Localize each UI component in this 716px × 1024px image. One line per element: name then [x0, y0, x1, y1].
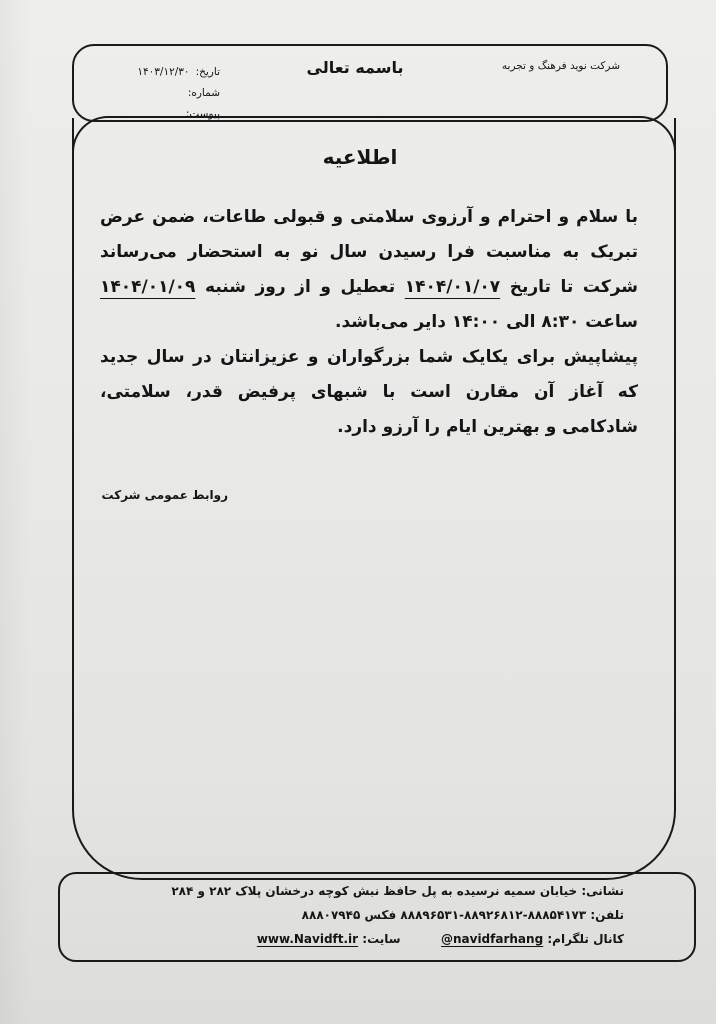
- company-name: شرکت نوید فرهنگ و تجربه: [501, 60, 620, 72]
- footer-address: نشانی: خیابان سمیه نرسیده به پل حافظ نبش کوچه درخشان پلاک ۲۸۲ و ۲۸۴: [171, 884, 624, 898]
- paragraph-1-part-c: ساعت ۸:۳۰ الی ۱۴:۰۰ دایر می‌باشد.: [335, 312, 638, 332]
- date-value: ۱۴۰۳/۱۲/۳۰: [137, 66, 190, 78]
- signature: روابط عمومی شرکت: [101, 488, 228, 502]
- reopen-date: ۱۴۰۴/۰۱/۰۹: [100, 277, 196, 297]
- site-label: سایت:: [362, 932, 401, 946]
- telegram-label: کانال تلگرام:: [547, 932, 624, 946]
- header-title: باسمه تعالی: [306, 58, 404, 77]
- letter-meta: [110, 62, 220, 125]
- paragraph-1-part-a: با سلام و احترام و آرزوی سلامتی و قبولی طاعات، ضمن عرض تبریک به مناسبت فرا رسیدن سال نو به استحضار می‌رساند شرکت تا تاریخ: [100, 207, 639, 297]
- date-label: تاریخ:: [195, 66, 220, 78]
- page-shadow: [0, 0, 30, 1024]
- footer-links: [124, 932, 624, 946]
- date-row: [110, 62, 220, 83]
- paragraph-2: پیشاپیش برای یکایک شما بزرگواران و عزیزانتان در سال جدید که آغاز آن مقارن است با شبهای پرفیض قدر، سلامتی، شادکامی و بهترین ایام را آرزو دارد.: [100, 347, 638, 437]
- attachment-label: پیوست:: [185, 108, 220, 120]
- notice-body: [100, 200, 638, 445]
- closure-end-date: ۱۴۰۴/۰۱/۰۷: [404, 277, 501, 297]
- footer-phone: تلفن: ۸۸۸۵۴۱۷۳-۸۸۹۲۶۸۱۲-۸۸۸۹۶۵۳۱ فکس ۸۸۸۰۷۹۴۵: [301, 908, 624, 922]
- paragraph-1-part-b: تعطیل و از روز شنبه: [195, 277, 405, 297]
- number-label: شماره:: [187, 87, 220, 99]
- notice-title: اطلاعیه: [322, 145, 398, 169]
- website-link[interactable]: www.Navidft.ir: [256, 932, 359, 946]
- telegram-link[interactable]: @navidfarhang: [440, 932, 544, 946]
- paragraph-1: [100, 200, 638, 340]
